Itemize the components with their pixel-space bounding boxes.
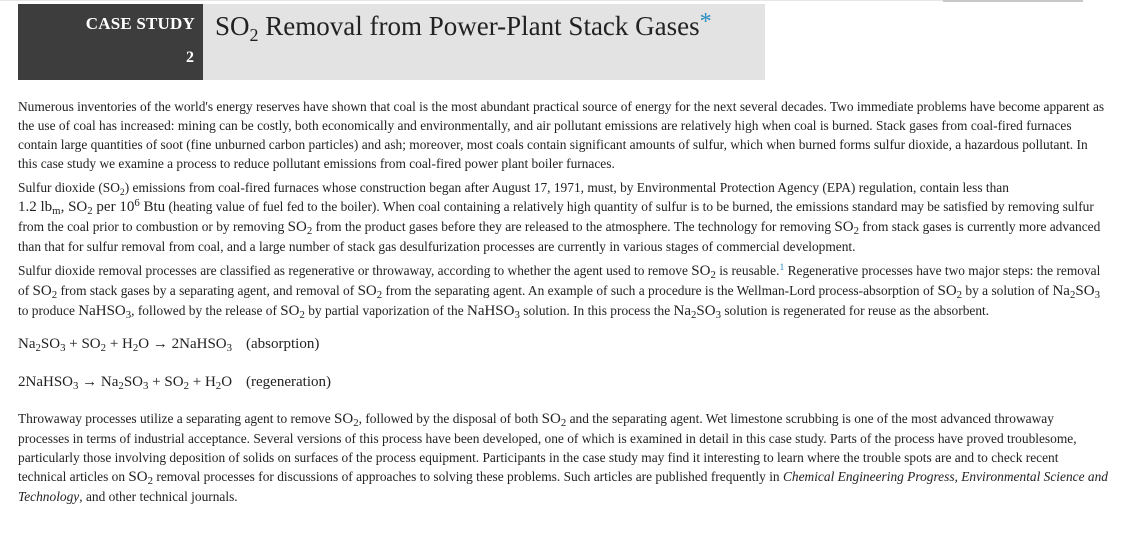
article-body (18, 97, 1108, 511)
page-title (215, 9, 712, 45)
equation-regeneration-label: (regeneration) (246, 374, 331, 390)
case-study-badge (18, 4, 203, 80)
case-study-label: CASE STUDY (85, 14, 195, 33)
top-rule-left (0, 0, 943, 1)
paragraph-intro: Numerous inventories of the world's energy reserves have shown that coal is the most abundant practical source of energy for the next several decades. Two immediate problems have become apparent as the use of coal has increased: mining can be costly, both economically and environmentally, and air pollutant emissions are relatively high when coal is burned. Stack gases from coal-fired furnaces contain large quantities of soot (fine unburned carbon particles) and ash; moreover, most coals contain significant amounts of sulfur, which when burned forms sulfur dioxide, a hazardous pollutant. In this case study we examine a process to reduce pollutant emissions from coal-fired power plant boiler furnaces. (18, 99, 1105, 171)
equation-regeneration: 2NaHSO$_3$ → $Na_2SO_3 + SO_2 + H_2O$ (regeneration) (18, 374, 331, 392)
top-rule (0, 0, 1124, 2)
paragraph-regenerative: Sulfur dioxide removal processes are classified as regenerative or throwaway, according to whether the agent used to remove $SO_2$ is reusable.$^1$ Regenerative processes have two major steps: the removal of $SO_2$ from stack gases by a separating agent, and removal of $SO_2$ from the separating agent. An example of such a procedure is the Wellman-Lord process-absorption of $SO_2$ by a solution of $Na_2SO_3$ to produce NaHSO$_3$, followed by the release of $SO_2$ by partial vaporization of the NaHSO$_3$ solution. In this process the $Na_2SO_3$ solution is regenerated for reuse as the absorbent. (18, 262, 1101, 321)
footnote-asterisk-link[interactable]: * (699, 9, 712, 35)
equation-absorption: $Na_2SO_3 + SO_2 + H_2O$ → 2NaHSO$_3$ (absorption) (18, 336, 320, 354)
title-text: Removal from Power-Plant Stack Gases (258, 11, 700, 41)
footnote-1-link[interactable]: 1 (779, 262, 785, 273)
case-study-header (18, 4, 765, 80)
journal-names: Chemical Engineering Progress, Environmental Science and Technology (18, 469, 1108, 504)
top-rule-right (943, 0, 1083, 2)
title-subscript: 2 (249, 25, 259, 45)
paragraph-emissions: Sulfur dioxide $(SO_2)$ emissions from coal-fired furnaces whose construction began after August 17, 1971, must, by Environmental Protection Agency (EPA) regulation, contain less than 1.2 $lb_m$, $SO_2$ per $10^6$ Btu (heating value of fuel fed to the boiler). When coal containing a relatively high quantity of sulfur is to be burned, the emissions standard may be satisfied by removing sulfur from the coal prior to combustion or by removing $SO_2$ from the product gases before they are released to the atmosphere. The technology for removing $SO_2$ from stack gases is currently more advanced than that for sulfur removal from coal, and a large number of stack gas desulfurization processes are currently in various stages of commercial development. (18, 180, 1101, 254)
equation-absorption-label: (absorption) (246, 336, 320, 352)
title-so: SO (215, 11, 250, 41)
case-study-number: 2 (186, 49, 194, 66)
paragraph-throwaway: Throwaway processes utilize a separating agent to remove $SO_2$, followed by the disposal of both $SO_2$ and the separating agent. Wet limestone scrubbing is one of the most advanced throwaway processes in terms of industrial acceptance. Several versions of this process have been developed, one of which is examined in detail in this case study. Parts of the process have proved troublesome, particularly those involving deposition of solids on surfaces of the process equipment. Participants in the case study may find it interesting to learn where the trouble spots are and to check recent technical articles on $SO_2$ removal processes for discussions of approaches to solving these problems. Such articles are published frequently in Chemical Engineering Progress, Environmental Science and Technology, and other technical journals. (18, 411, 1108, 504)
